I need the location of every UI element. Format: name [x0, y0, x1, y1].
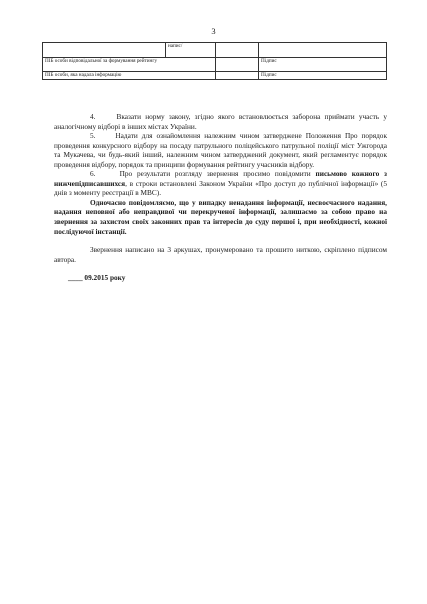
table-cell: напис/ — [166, 43, 216, 58]
table-row — [43, 43, 387, 58]
table-cell — [216, 58, 259, 72]
note-paragraph: Звернення написано на 3 аркушах, пронумеровано та прошито ниткою, скріплено підписом автора. — [54, 245, 387, 264]
table-cell — [259, 43, 387, 58]
paragraph-6-text: 6. Про результати розгляду звернення просимо повідомити — [90, 169, 316, 179]
table-cell: ПІБ особи відповідальної за формування рейтингу — [43, 58, 216, 72]
page-number: 3 — [211, 26, 216, 36]
date-line: ____ 09.2015 року — [68, 273, 126, 283]
table-cell: Підпис — [259, 72, 387, 80]
paragraph-6 — [54, 169, 387, 198]
warning-paragraph — [54, 198, 387, 236]
warning-text: Одночасно повідомляємо, що у випадку ненадання інформації, несвоєчасного надання, надання неповної або неправдивої чи перекрученої інформації, залишаємо за собою право на звернення за захистом своїх законних прав та інтересів до суду першої і, при необхідності, кожної послідуючої інстанції. — [54, 197, 387, 236]
paragraph-6-bold: письмово кожного з нижчепідписавшихся — [54, 169, 387, 188]
document-body — [54, 112, 387, 283]
paragraph-6-text-end: , в строки встановлені Законом України «Про доступ до публічної інформації» (5 днів з моменту реєстрації в МВС). — [54, 178, 387, 198]
paragraph-5: 5. Надати для ознайомлення належним чином затверджене Положення Про порядок проведення конкурсного відбору на посаду патрульного поліцейського патрульної поліції міст Ужгорода та Мукачева, чи будь-який інший, належним чином затверджений документ, який регламентує порядок проведення відбору, порядок та принципи формування рейтингу учасників відбору. — [54, 131, 387, 169]
table-row — [43, 72, 387, 80]
signature-table — [42, 42, 387, 80]
table-cell — [43, 43, 166, 58]
table-cell — [216, 72, 259, 80]
table-row — [43, 58, 387, 72]
paragraph-4: 4. Вказати норму закону, згідно якого встановлюється заборона приймати участь у аналогічному відборі в інших містах України. — [54, 112, 387, 131]
table-cell: Підпис — [259, 58, 387, 72]
table-cell — [216, 43, 259, 58]
table-cell: ПІБ особи, яка надала інформацію — [43, 72, 216, 80]
